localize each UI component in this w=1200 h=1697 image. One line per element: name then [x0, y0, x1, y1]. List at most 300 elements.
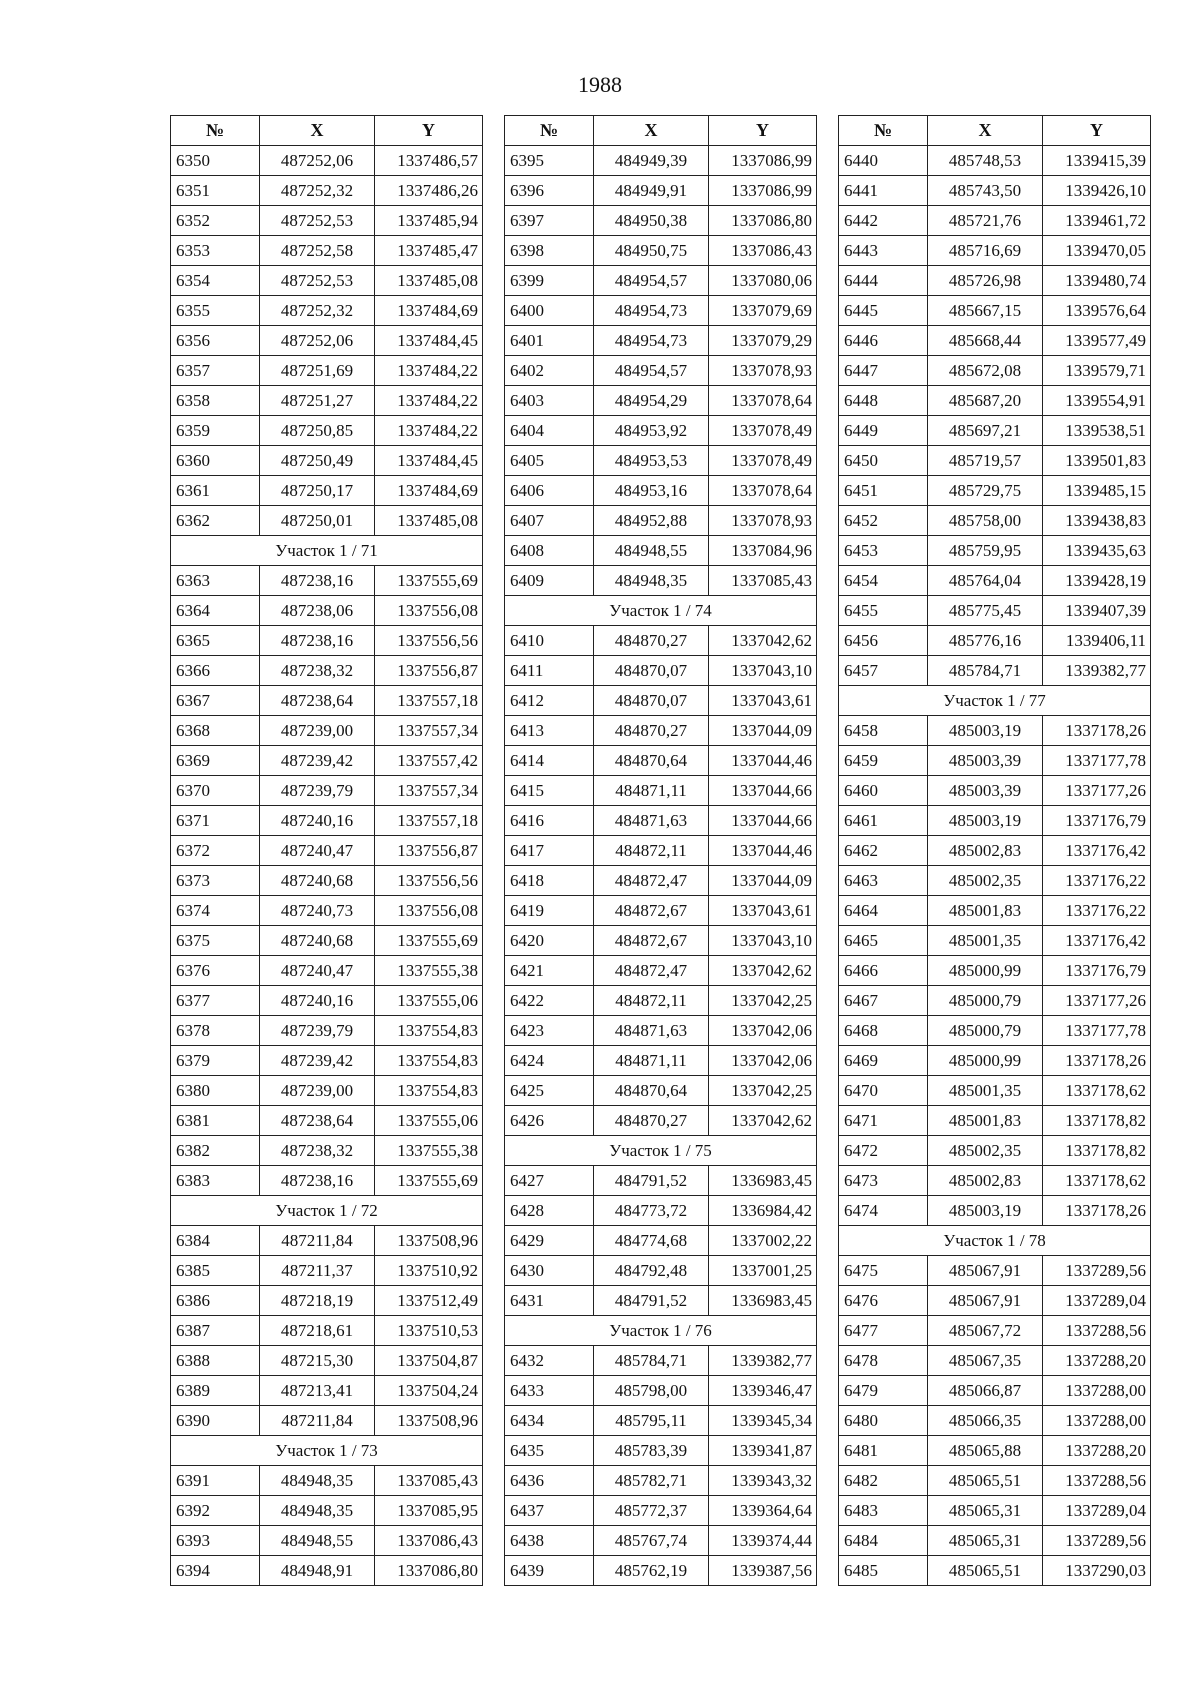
section-row [839, 1226, 1151, 1256]
point-number-cell: 6476 [839, 1286, 928, 1316]
table-row [171, 1376, 483, 1406]
point-number-cell: 6352 [171, 206, 260, 236]
x-coordinate-cell: 484949,39 [594, 146, 709, 176]
point-number-cell: 6479 [839, 1376, 928, 1406]
table-row [505, 866, 817, 896]
table-row [839, 416, 1151, 446]
x-coordinate-cell: 484870,27 [594, 1106, 709, 1136]
y-coordinate-cell: 1339435,63 [1043, 536, 1151, 566]
table-header-row [505, 116, 817, 146]
point-number-cell: 6478 [839, 1346, 928, 1376]
x-coordinate-cell: 485687,20 [928, 386, 1043, 416]
point-number-cell: 6411 [505, 656, 594, 686]
point-number-cell: 6377 [171, 986, 260, 1016]
table-row [839, 1346, 1151, 1376]
point-number-cell: 6383 [171, 1166, 260, 1196]
x-coordinate-cell: 484791,52 [594, 1166, 709, 1196]
table-row [839, 776, 1151, 806]
x-coordinate-cell: 485776,16 [928, 626, 1043, 656]
number-column-header: № [171, 116, 260, 146]
x-coordinate-cell: 485783,39 [594, 1436, 709, 1466]
point-number-cell: 6362 [171, 506, 260, 536]
table-row [505, 836, 817, 866]
y-coordinate-cell: 1337176,22 [1043, 896, 1151, 926]
point-number-cell: 6351 [171, 176, 260, 206]
point-number-cell: 6484 [839, 1526, 928, 1556]
table-row [839, 1196, 1151, 1226]
x-coordinate-cell: 484773,72 [594, 1196, 709, 1226]
y-coordinate-cell: 1337078,64 [709, 386, 817, 416]
table-row [839, 1016, 1151, 1046]
x-coordinate-cell: 484871,63 [594, 1016, 709, 1046]
point-number-cell: 6467 [839, 986, 928, 1016]
point-number-cell: 6428 [505, 1196, 594, 1226]
x-coordinate-cell: 484871,63 [594, 806, 709, 836]
y-coordinate-cell: 1339343,32 [709, 1466, 817, 1496]
x-coordinate-cell: 485066,87 [928, 1376, 1043, 1406]
table-row [839, 806, 1151, 836]
y-coordinate-cell: 1339426,10 [1043, 176, 1151, 206]
y-coordinate-cell: 1337086,80 [709, 206, 817, 236]
table-row [171, 266, 483, 296]
point-number-cell: 6378 [171, 1016, 260, 1046]
table-row [839, 836, 1151, 866]
y-coordinate-cell: 1337289,56 [1043, 1526, 1151, 1556]
x-coordinate-cell: 484774,68 [594, 1226, 709, 1256]
table-row [171, 1076, 483, 1106]
table-row [505, 386, 817, 416]
x-coordinate-cell: 484948,35 [594, 566, 709, 596]
table-row [839, 296, 1151, 326]
y-coordinate-cell: 1337042,06 [709, 1046, 817, 1076]
x-coordinate-cell: 485003,39 [928, 776, 1043, 806]
y-coordinate-cell: 1337079,69 [709, 296, 817, 326]
point-number-cell: 6445 [839, 296, 928, 326]
page-number: 1988 [578, 72, 622, 97]
point-number-cell: 6421 [505, 956, 594, 986]
table-row [171, 146, 483, 176]
point-number-cell: 6447 [839, 356, 928, 386]
table-row [171, 416, 483, 446]
point-number-cell: 6406 [505, 476, 594, 506]
table-row [839, 1556, 1151, 1586]
table-row [505, 176, 817, 206]
section-label: Участок 1 / 78 [839, 1226, 1151, 1256]
x-coordinate-cell: 485775,45 [928, 596, 1043, 626]
x-coordinate-cell: 484870,64 [594, 1076, 709, 1106]
table-row [505, 1046, 817, 1076]
table-row [171, 1136, 483, 1166]
y-coordinate-cell: 1337557,18 [375, 806, 483, 836]
x-coordinate-cell: 487218,61 [260, 1316, 375, 1346]
x-coordinate-cell: 484954,57 [594, 266, 709, 296]
section-label: Участок 1 / 76 [505, 1316, 817, 1346]
x-coordinate-cell: 485000,79 [928, 986, 1043, 1016]
x-coordinate-cell: 485067,91 [928, 1256, 1043, 1286]
table-row [505, 656, 817, 686]
x-coordinate-cell: 484872,11 [594, 836, 709, 866]
x-coordinate-cell: 487252,53 [260, 206, 375, 236]
table-row [171, 596, 483, 626]
x-coordinate-cell: 485716,69 [928, 236, 1043, 266]
y-coordinate-cell: 1336983,45 [709, 1286, 817, 1316]
x-coordinate-cell: 487252,06 [260, 146, 375, 176]
coordinates-table-middle [504, 115, 817, 1586]
y-coordinate-cell: 1337042,62 [709, 1106, 817, 1136]
point-number-cell: 6430 [505, 1256, 594, 1286]
y-coordinate-cell: 1337078,93 [709, 356, 817, 386]
point-number-cell: 6437 [505, 1496, 594, 1526]
y-coordinate-cell: 1339485,15 [1043, 476, 1151, 506]
table-row [171, 746, 483, 776]
y-coordinate-cell: 1339407,39 [1043, 596, 1151, 626]
x-coordinate-cell: 487250,85 [260, 416, 375, 446]
table-row [505, 1106, 817, 1136]
x-coordinate-cell: 487239,00 [260, 1076, 375, 1106]
table-row [839, 1316, 1151, 1346]
y-coordinate-cell: 1337079,29 [709, 326, 817, 356]
section-label: Участок 1 / 71 [171, 536, 483, 566]
y-coordinate-cell: 1337042,06 [709, 1016, 817, 1046]
y-coordinate-cell: 1337085,43 [375, 1466, 483, 1496]
table-row [171, 1526, 483, 1556]
table-row [171, 1316, 483, 1346]
x-coordinate-cell: 487240,68 [260, 866, 375, 896]
x-coordinate-cell: 487239,79 [260, 1016, 375, 1046]
y-coordinate-cell: 1337289,04 [1043, 1286, 1151, 1316]
point-number-cell: 6395 [505, 146, 594, 176]
x-coordinate-cell: 487239,00 [260, 716, 375, 746]
y-column-header: Y [709, 116, 817, 146]
table-row [505, 1286, 817, 1316]
table-row [839, 206, 1151, 236]
table-row [839, 386, 1151, 416]
table-row [505, 446, 817, 476]
y-coordinate-cell: 1337042,25 [709, 986, 817, 1016]
x-coordinate-cell: 484953,92 [594, 416, 709, 446]
point-number-cell: 6448 [839, 386, 928, 416]
x-coordinate-cell: 484872,67 [594, 926, 709, 956]
point-number-cell: 6373 [171, 866, 260, 896]
x-coordinate-cell: 487238,06 [260, 596, 375, 626]
x-coordinate-cell: 487240,16 [260, 986, 375, 1016]
point-number-cell: 6407 [505, 506, 594, 536]
x-column-header: X [260, 116, 375, 146]
table-row [839, 566, 1151, 596]
point-number-cell: 6376 [171, 956, 260, 986]
section-row [171, 1436, 483, 1466]
y-coordinate-cell: 1337043,61 [709, 686, 817, 716]
table-row [171, 716, 483, 746]
x-coordinate-cell: 487238,32 [260, 656, 375, 686]
table-row [171, 1016, 483, 1046]
x-coordinate-cell: 485726,98 [928, 266, 1043, 296]
x-coordinate-cell: 485065,88 [928, 1436, 1043, 1466]
point-number-cell: 6370 [171, 776, 260, 806]
point-number-cell: 6451 [839, 476, 928, 506]
point-number-cell: 6470 [839, 1076, 928, 1106]
table-row [505, 236, 817, 266]
y-coordinate-cell: 1337042,62 [709, 626, 817, 656]
y-coordinate-cell: 1337554,83 [375, 1016, 483, 1046]
table-row [505, 146, 817, 176]
y-coordinate-cell: 1337178,62 [1043, 1076, 1151, 1106]
table-row [505, 416, 817, 446]
table-row [505, 1076, 817, 1106]
table-row [839, 926, 1151, 956]
section-row [505, 1316, 817, 1346]
x-coordinate-cell: 484870,27 [594, 716, 709, 746]
point-number-cell: 6355 [171, 296, 260, 326]
y-coordinate-cell: 1337557,18 [375, 686, 483, 716]
table-row [839, 596, 1151, 626]
y-coordinate-cell: 1337002,22 [709, 1226, 817, 1256]
y-coordinate-cell: 1337484,69 [375, 296, 483, 326]
point-number-cell: 6457 [839, 656, 928, 686]
x-coordinate-cell: 484792,48 [594, 1256, 709, 1286]
table-row [839, 626, 1151, 656]
y-coordinate-cell: 1336984,42 [709, 1196, 817, 1226]
x-coordinate-cell: 487250,17 [260, 476, 375, 506]
x-coordinate-cell: 487238,64 [260, 1106, 375, 1136]
y-coordinate-cell: 1337078,93 [709, 506, 817, 536]
x-coordinate-cell: 485067,91 [928, 1286, 1043, 1316]
point-number-cell: 6358 [171, 386, 260, 416]
y-coordinate-cell: 1337043,10 [709, 656, 817, 686]
table-row [505, 506, 817, 536]
point-number-cell: 6353 [171, 236, 260, 266]
y-coordinate-cell: 1337289,04 [1043, 1496, 1151, 1526]
y-coordinate-cell: 1336983,45 [709, 1166, 817, 1196]
y-coordinate-cell: 1337176,22 [1043, 866, 1151, 896]
section-row [505, 1136, 817, 1166]
table-row [171, 626, 483, 656]
x-coordinate-cell: 485000,79 [928, 1016, 1043, 1046]
point-number-cell: 6390 [171, 1406, 260, 1436]
x-coordinate-cell: 487240,16 [260, 806, 375, 836]
y-coordinate-cell: 1339554,91 [1043, 386, 1151, 416]
point-number-cell: 6452 [839, 506, 928, 536]
y-coordinate-cell: 1337288,00 [1043, 1406, 1151, 1436]
y-coordinate-cell: 1339374,44 [709, 1526, 817, 1556]
point-number-cell: 6477 [839, 1316, 928, 1346]
y-coordinate-cell: 1337178,82 [1043, 1106, 1151, 1136]
coordinates-table-right [838, 115, 1151, 1586]
x-coordinate-cell: 485767,74 [594, 1526, 709, 1556]
y-coordinate-cell: 1337290,03 [1043, 1556, 1151, 1586]
point-number-cell: 6420 [505, 926, 594, 956]
x-coordinate-cell: 487252,58 [260, 236, 375, 266]
table-row [839, 1286, 1151, 1316]
point-number-cell: 6393 [171, 1526, 260, 1556]
point-number-cell: 6465 [839, 926, 928, 956]
point-number-cell: 6471 [839, 1106, 928, 1136]
point-number-cell: 6375 [171, 926, 260, 956]
y-coordinate-cell: 1339364,64 [709, 1496, 817, 1526]
x-coordinate-cell: 487240,47 [260, 836, 375, 866]
x-coordinate-cell: 484870,64 [594, 746, 709, 776]
x-coordinate-cell: 484870,07 [594, 686, 709, 716]
table-row [505, 986, 817, 1016]
section-label: Участок 1 / 77 [839, 686, 1151, 716]
x-coordinate-cell: 484791,52 [594, 1286, 709, 1316]
x-coordinate-cell: 487211,84 [260, 1226, 375, 1256]
y-coordinate-cell: 1337555,06 [375, 986, 483, 1016]
x-coordinate-cell: 484870,07 [594, 656, 709, 686]
table-row [839, 506, 1151, 536]
y-coordinate-cell: 1337078,49 [709, 446, 817, 476]
table-row [171, 1286, 483, 1316]
y-coordinate-cell: 1337508,96 [375, 1406, 483, 1436]
point-number-cell: 6480 [839, 1406, 928, 1436]
x-coordinate-cell: 485003,19 [928, 716, 1043, 746]
y-coordinate-cell: 1339341,87 [709, 1436, 817, 1466]
table-row [171, 896, 483, 926]
point-number-cell: 6423 [505, 1016, 594, 1046]
table-row [839, 356, 1151, 386]
point-number-cell: 6468 [839, 1016, 928, 1046]
y-coordinate-cell: 1337085,95 [375, 1496, 483, 1526]
x-coordinate-cell: 484954,29 [594, 386, 709, 416]
table-row [839, 1406, 1151, 1436]
y-coordinate-cell: 1337086,99 [709, 176, 817, 206]
section-label: Участок 1 / 72 [171, 1196, 483, 1226]
y-coordinate-cell: 1339438,83 [1043, 506, 1151, 536]
table-row [839, 1166, 1151, 1196]
x-coordinate-cell: 484948,35 [260, 1496, 375, 1526]
point-number-cell: 6427 [505, 1166, 594, 1196]
point-number-cell: 6379 [171, 1046, 260, 1076]
x-coordinate-cell: 487238,16 [260, 566, 375, 596]
y-coordinate-cell: 1339538,51 [1043, 416, 1151, 446]
y-coordinate-cell: 1337504,24 [375, 1376, 483, 1406]
x-coordinate-cell: 487238,16 [260, 626, 375, 656]
x-coordinate-cell: 484950,38 [594, 206, 709, 236]
table-row [171, 1346, 483, 1376]
point-number-cell: 6408 [505, 536, 594, 566]
x-coordinate-cell: 485748,53 [928, 146, 1043, 176]
point-number-cell: 6463 [839, 866, 928, 896]
point-number-cell: 6429 [505, 1226, 594, 1256]
y-coordinate-cell: 1337177,26 [1043, 776, 1151, 806]
x-coordinate-cell: 485667,15 [928, 296, 1043, 326]
table-row [505, 926, 817, 956]
table-row [505, 1166, 817, 1196]
y-coordinate-cell: 1337512,49 [375, 1286, 483, 1316]
y-coordinate-cell: 1337086,99 [709, 146, 817, 176]
y-coordinate-cell: 1339406,11 [1043, 626, 1151, 656]
point-number-cell: 6454 [839, 566, 928, 596]
table-row [171, 1226, 483, 1256]
y-coordinate-cell: 1337177,78 [1043, 746, 1151, 776]
x-coordinate-cell: 484872,47 [594, 866, 709, 896]
x-coordinate-cell: 487240,47 [260, 956, 375, 986]
table-row [839, 866, 1151, 896]
table-row [505, 356, 817, 386]
x-coordinate-cell: 485067,35 [928, 1346, 1043, 1376]
y-coordinate-cell: 1337177,26 [1043, 986, 1151, 1016]
table-row [839, 986, 1151, 1016]
point-number-cell: 6461 [839, 806, 928, 836]
point-number-cell: 6443 [839, 236, 928, 266]
table-row [171, 176, 483, 206]
y-coordinate-cell: 1337176,42 [1043, 926, 1151, 956]
y-coordinate-cell: 1337044,09 [709, 866, 817, 896]
table-row [839, 1106, 1151, 1136]
x-coordinate-cell: 485000,99 [928, 956, 1043, 986]
table-row [839, 536, 1151, 566]
x-coordinate-cell: 487252,32 [260, 176, 375, 206]
x-coordinate-cell: 487238,32 [260, 1136, 375, 1166]
table-row [505, 566, 817, 596]
section-row [839, 686, 1151, 716]
table-row [171, 926, 483, 956]
y-coordinate-cell: 1337178,62 [1043, 1166, 1151, 1196]
y-coordinate-cell: 1337086,43 [375, 1526, 483, 1556]
y-coordinate-cell: 1337555,69 [375, 566, 483, 596]
point-number-cell: 6404 [505, 416, 594, 446]
x-coordinate-cell: 487239,79 [260, 776, 375, 806]
x-coordinate-cell: 485758,00 [928, 506, 1043, 536]
x-coordinate-cell: 487240,73 [260, 896, 375, 926]
point-number-cell: 6439 [505, 1556, 594, 1586]
point-number-cell: 6368 [171, 716, 260, 746]
table-row [505, 296, 817, 326]
point-number-cell: 6449 [839, 416, 928, 446]
x-coordinate-cell: 484949,91 [594, 176, 709, 206]
x-coordinate-cell: 485002,83 [928, 1166, 1043, 1196]
table-row [839, 1046, 1151, 1076]
y-coordinate-cell: 1337557,34 [375, 776, 483, 806]
x-coordinate-cell: 485672,08 [928, 356, 1043, 386]
x-coordinate-cell: 487239,42 [260, 746, 375, 776]
y-coordinate-cell: 1337044,09 [709, 716, 817, 746]
table-row [839, 1436, 1151, 1466]
y-coordinate-cell: 1337557,34 [375, 716, 483, 746]
section-row [171, 536, 483, 566]
point-number-cell: 6357 [171, 356, 260, 386]
table-row [505, 956, 817, 986]
point-number-cell: 6419 [505, 896, 594, 926]
x-coordinate-cell: 484954,73 [594, 326, 709, 356]
point-number-cell: 6361 [171, 476, 260, 506]
y-coordinate-cell: 1337510,53 [375, 1316, 483, 1346]
table-row [505, 476, 817, 506]
table-row [505, 1256, 817, 1286]
table-row [171, 206, 483, 236]
y-coordinate-cell: 1339576,64 [1043, 296, 1151, 326]
number-column-header: № [839, 116, 928, 146]
y-coordinate-cell: 1339579,71 [1043, 356, 1151, 386]
x-coordinate-cell: 487252,32 [260, 296, 375, 326]
x-coordinate-cell: 484948,55 [260, 1526, 375, 1556]
point-number-cell: 6366 [171, 656, 260, 686]
point-number-cell: 6482 [839, 1466, 928, 1496]
x-coordinate-cell: 484950,75 [594, 236, 709, 266]
x-coordinate-cell: 485065,51 [928, 1556, 1043, 1586]
x-coordinate-cell: 487238,16 [260, 1166, 375, 1196]
y-coordinate-cell: 1337508,96 [375, 1226, 483, 1256]
point-number-cell: 6433 [505, 1376, 594, 1406]
x-coordinate-cell: 484871,11 [594, 1046, 709, 1076]
x-coordinate-cell: 487238,64 [260, 686, 375, 716]
table-row [839, 266, 1151, 296]
x-column-header: X [594, 116, 709, 146]
x-coordinate-cell: 484872,67 [594, 896, 709, 926]
y-coordinate-cell: 1337044,46 [709, 836, 817, 866]
x-coordinate-cell: 485065,31 [928, 1526, 1043, 1556]
x-coordinate-cell: 485762,19 [594, 1556, 709, 1586]
